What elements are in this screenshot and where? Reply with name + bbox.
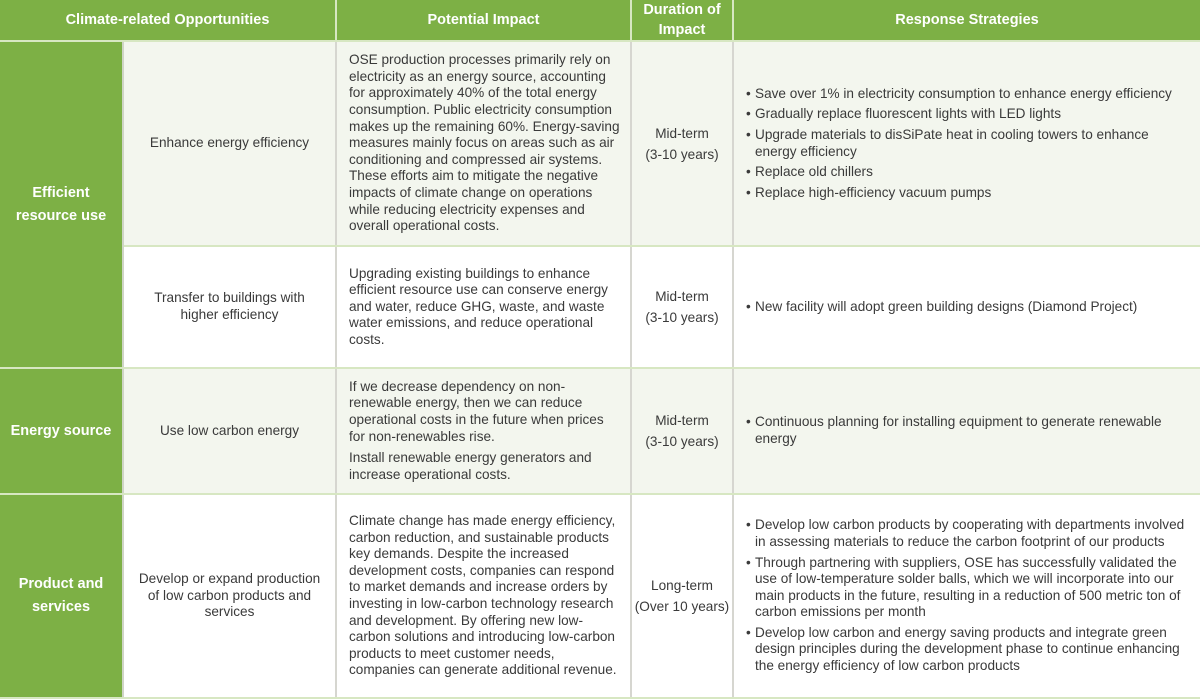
duration-cell: [631, 246, 733, 368]
strategy-text: Save over 1% in electricity consumption to enhance energy efficiency: [755, 85, 1172, 101]
bullet-icon: •: [746, 184, 751, 200]
strategy-item: [746, 414, 1188, 447]
category-efficient-resource-use: [0, 41, 123, 368]
bullet-icon: •: [746, 517, 751, 533]
strategy-text: Replace old chillers: [755, 164, 873, 180]
impact-paragraph: OSE production processes primarily rely on electricity as an energy source, accounting for approximately 40% of the total energy consumption. Public electricity consumption makes up the remaining 60%. Energy-saving measures mainly focus on areas such as air conditioning and compressed air systems. These efforts aim to mitigate the negative impacts of climate change on operations while reducing electricity expenses and overall operational costs.: [349, 52, 620, 234]
impact-paragraph: Upgrading existing buildings to enhance efficient resource use can conserve energy and water, reduce GHG, waste, and waste water emissions, and reduce operational costs.: [349, 265, 608, 347]
duration-years: (3-10 years): [645, 146, 719, 162]
header-duration-line2: Impact: [658, 22, 706, 38]
category-label-line2: resource use: [15, 207, 107, 224]
duration-cell: [631, 494, 733, 698]
header-impact: Potential Impact: [336, 0, 631, 41]
strategy-item: [746, 625, 1188, 675]
strategy-text: Through partnering with suppliers, OSE has successfully validated the use of low-temperature solder balls, which we will incorporate into our main products in the future, resulting in a reduction of 500 metric ton of carbon emissions per month: [755, 554, 1181, 620]
impact-cell: [336, 494, 631, 698]
bullet-icon: •: [746, 164, 751, 180]
strategy-item: [746, 127, 1188, 160]
category-product-and-services: [0, 494, 123, 698]
table-row: [0, 494, 1200, 698]
strategy-text: Upgrade materials to disSiPate heat in cooling towers to enhance energy efficiency: [755, 126, 1149, 159]
strategies-cell: [733, 246, 1200, 368]
duration-years: (Over 10 years): [634, 599, 730, 614]
impact-paragraph: Climate change has made energy efficiency, carbon reduction, and sustainable products key demands. Despite the increased development costs, companies can respond to market demands and increase orders by investing in low-carbon technology research and development. By offering new low-carbon solutions and introducing low-carbon products to meet customer needs, companies can generate additional revenue.: [349, 513, 617, 678]
impact-cell: [336, 368, 631, 494]
table-row: [0, 246, 1200, 368]
strategies-cell: [733, 494, 1200, 698]
strategy-list: [746, 299, 1188, 316]
impact-cell: [336, 41, 631, 246]
strategy-item: [746, 517, 1188, 550]
strategy-list: [746, 86, 1188, 202]
duration-years: (3-10 years): [645, 434, 719, 449]
opportunity-cell: Transfer to buildings with higher efficiency: [123, 246, 336, 368]
bullet-icon: •: [746, 126, 751, 142]
strategy-list: [746, 517, 1188, 674]
bullet-icon: •: [746, 624, 751, 640]
strategy-item: [746, 86, 1188, 103]
duration-cell: [631, 368, 733, 494]
strategy-text: Develop low carbon and energy saving products and integrate green design principles during the development phase to continue enhancing the energy efficiency of low carbon products: [755, 624, 1180, 674]
bullet-icon: •: [746, 298, 751, 314]
duration-term: Long-term: [651, 578, 713, 593]
bullet-icon: •: [746, 554, 751, 570]
strategy-item: [746, 299, 1188, 316]
header-strategies: Response Strategies: [733, 0, 1200, 41]
strategy-item: [746, 555, 1188, 621]
impact-cell: [336, 246, 631, 368]
category-label-line1: Efficient: [32, 184, 90, 201]
category-label-line1: Product and: [18, 576, 104, 592]
impact-paragraph: Install renewable energy generators and increase operational costs.: [349, 450, 592, 482]
opportunity-cell: Develop or expand production of low carbon products and services: [123, 494, 336, 698]
category-energy-source: [0, 368, 123, 494]
strategies-cell: [733, 368, 1200, 494]
strategy-item: [746, 106, 1188, 123]
bullet-icon: •: [746, 106, 751, 122]
bullet-icon: •: [746, 414, 751, 430]
duration-term: Mid-term: [655, 289, 709, 304]
impact-paragraph: If we decrease dependency on non-renewable energy, then we can reduce operational costs in the future when prices for non-renewables rise.: [349, 378, 604, 444]
header-opportunities: Climate-related Opportunities: [0, 0, 336, 41]
strategy-text: Gradually replace fluorescent lights with LED lights: [755, 106, 1062, 122]
strategy-text: Develop low carbon products by cooperating with departments involved in assessing materials to reduce the carbon footprint of our products: [755, 517, 1185, 549]
category-label-line1: Energy source: [10, 422, 112, 439]
duration-years: (3-10 years): [645, 310, 719, 325]
duration-term: Mid-term: [655, 125, 709, 141]
strategies-cell: [733, 41, 1200, 246]
strategy-item: [746, 185, 1188, 202]
strategy-text: Continuous planning for installing equipment to generate renewable energy: [755, 414, 1162, 446]
table-header-row: [0, 0, 1200, 41]
strategy-text: Replace high-efficiency vacuum pumps: [755, 184, 992, 200]
strategy-text: New facility will adopt green building designs (Diamond Project): [755, 298, 1138, 314]
table-row: [0, 368, 1200, 494]
duration-cell: [631, 41, 733, 246]
strategy-list: [746, 414, 1188, 447]
category-label-line2: services: [31, 599, 91, 615]
header-duration-line1: Duration of: [643, 2, 721, 18]
opportunity-cell: Use low carbon energy: [123, 368, 336, 494]
bullet-icon: •: [746, 85, 751, 101]
table-row: [0, 41, 1200, 246]
strategy-item: [746, 164, 1188, 181]
header-duration: [631, 0, 733, 41]
opportunity-cell: Enhance energy efficiency: [123, 41, 336, 246]
duration-term: Mid-term: [655, 413, 709, 428]
